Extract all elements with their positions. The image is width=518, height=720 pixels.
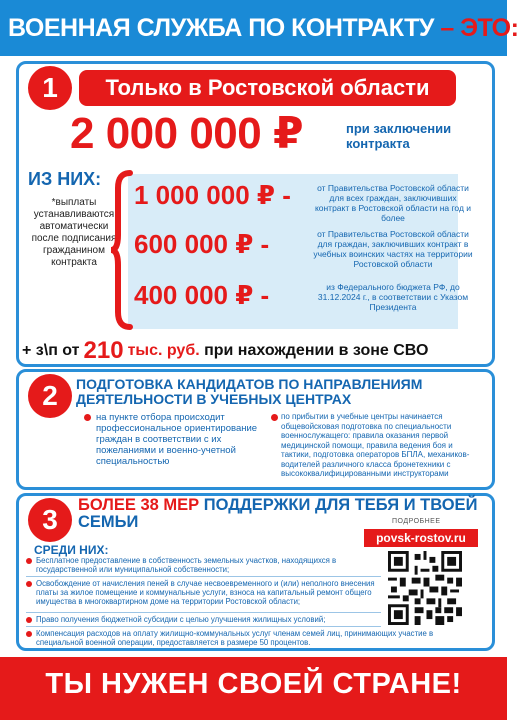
bullet-icon [271, 414, 278, 421]
section-3-number: 3 [28, 498, 72, 542]
brace-icon [108, 170, 134, 330]
section-3-title [78, 497, 478, 531]
support-item-4: Компенсация расходов на оплату жилищно-коммунальных услуг членам семей лиц, принимающих участие в специальной военной операции, предоставляется в размере 50 процентов. [36, 629, 434, 647]
support-item-3: Право получения бюджетной субсидии с целью улучшения жилищных условий; [36, 615, 326, 624]
section-2-number: 2 [28, 374, 72, 418]
salary-suffix: при нахождении в зоне СВО [199, 342, 429, 359]
of-them-label: ИЗ НИХ: [28, 169, 102, 189]
payment-desc-1: от Правительства Ростовской области для всех граждан, заключивших контракт в Ростовской области на год и более [314, 183, 472, 223]
title-main: ВОЕННАЯ СЛУЖБА ПО КОНТРАКТУ [8, 14, 434, 42]
salary-unit: тыс. руб. [127, 342, 200, 359]
on-signing-text: при заключении контракта [346, 121, 452, 151]
section-2-title: ПОДГОТОВКА КАНДИДАТОВ ПО НАПРАВЛЕНИЯМ ДЕЯТЕЛЬНОСТИ В УЧЕБНЫХ ЦЕНТРАХ [76, 376, 423, 407]
divider [26, 612, 381, 613]
salary-line [22, 337, 488, 365]
section-2-left-text: на пункте отбора происходит профессиональное ориентирование граждан в соответствии с их пожеланиями и военно-учетной специальностью [96, 412, 258, 467]
section-3-title-rest: ПОДДЕРЖКИ ДЛЯ ТЕБЯ И ТВОЕЙ СЕМЬИ [78, 496, 478, 531]
salary-amount: 210 [83, 337, 124, 364]
page-title [8, 14, 518, 43]
section-1-number: 1 [28, 66, 72, 110]
title-accent: – ЭТО: [433, 14, 518, 42]
divider [26, 576, 381, 577]
payment-desc-2: от Правительства Ростовской области для граждан, заключивших контракт в учебных воинских частях на территории Ростовской области [313, 229, 473, 269]
qr-code-icon[interactable] [388, 551, 462, 625]
section-2-right-text: по прибытии в учебные центры начинается общевойсковая подготовка по специальности военнослужащего: правила оказания первой медицинской помощи, правила ведения боя и тактики, подготовка операторов БПЛА, механиков-водителей различного класса бронетехники с высококвалифицированными инструкторами [281, 412, 470, 478]
support-item-1: Бесплатное предоставление в собственность земельных участков, находящихся в государственной или муниципальной собственности; [36, 556, 337, 574]
more-label: ПОДРОБНЕЕ [392, 518, 441, 525]
payments-note: *выплаты устанавливаются автоматически после подписания гражданином контракта [31, 197, 117, 268]
bullet-icon [26, 558, 32, 564]
salary-prefix: + з\п от [22, 342, 80, 359]
support-item-2: Освобождение от начисления пеней в случае несвоевременного и (или) неполного внесения платы за жилое помещение и коммунальные услуги, взноса на капитальный ремонт общего имущества в многоквартирном доме на территории Ростовской области; [36, 579, 375, 606]
region-label: Только в Ростовской области [79, 70, 456, 106]
bullet-icon [26, 617, 32, 623]
payment-amount-2: 600 000 ₽ - [134, 229, 270, 259]
total-sum: 2 000 000 ₽ [70, 109, 304, 158]
bullet-icon [84, 414, 91, 421]
payment-amount-3: 400 000 ₽ - [134, 280, 270, 310]
slogan: ТЫ НУЖЕН СВОЕЙ СТРАНЕ! [45, 668, 462, 700]
payment-desc-3: из Федерального бюджета РФ, до 31.12.2024 г., в соответствии с Указом Президента [317, 282, 469, 312]
section-3-title-red: БОЛЕЕ 38 МЕР [78, 496, 200, 514]
bullet-icon [26, 581, 32, 587]
divider [26, 626, 381, 627]
bullet-icon [26, 631, 32, 637]
among-them-label: СРЕДИ НИХ: [34, 543, 109, 557]
site-link[interactable]: povsk-rostov.ru [364, 529, 478, 547]
payment-amount-1: 1 000 000 ₽ - [134, 180, 291, 210]
